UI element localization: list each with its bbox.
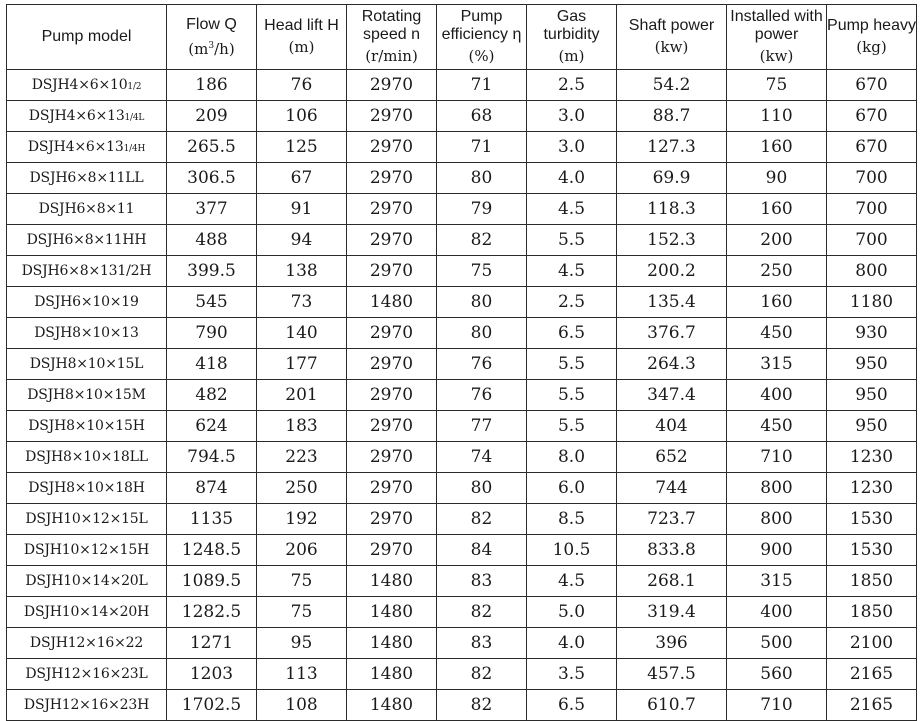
cell-pump-efficiency: 68 xyxy=(437,101,527,132)
cell-installed-power: 710 xyxy=(727,690,827,721)
cell-head-lift: 67 xyxy=(257,163,347,194)
cell-gas-turbidity: 3.0 xyxy=(527,101,617,132)
table-row xyxy=(7,535,917,566)
cell-pump-model xyxy=(7,566,167,597)
header-pump-model xyxy=(7,5,167,70)
cell-shaft-power: 457.5 xyxy=(617,659,727,690)
cell-gas-turbidity: 8.0 xyxy=(527,442,617,473)
cell-rotating-speed: 2970 xyxy=(347,70,437,101)
cell-shaft-power: 744 xyxy=(617,473,727,504)
model-text: DSJH8×10×13 xyxy=(34,325,139,341)
cell-rotating-speed: 2970 xyxy=(347,380,437,411)
cell-gas-turbidity: 5.0 xyxy=(527,597,617,628)
cell-pump-weight: 1180 xyxy=(827,287,917,318)
table-row xyxy=(7,287,917,318)
cell-installed-power: 560 xyxy=(727,659,827,690)
cell-shaft-power: 88.7 xyxy=(617,101,727,132)
table-row xyxy=(7,318,917,349)
cell-pump-model xyxy=(7,163,167,194)
cell-flow: 1135 xyxy=(167,504,257,535)
cell-gas-turbidity: 2.5 xyxy=(527,70,617,101)
cell-pump-efficiency: 80 xyxy=(437,473,527,504)
cell-pump-weight: 950 xyxy=(827,349,917,380)
header-head-lift xyxy=(257,5,347,70)
cell-pump-efficiency: 79 xyxy=(437,194,527,225)
header-row xyxy=(7,5,917,70)
table-row xyxy=(7,442,917,473)
table-row xyxy=(7,225,917,256)
cell-shaft-power: 152.3 xyxy=(617,225,727,256)
header-label: Pump efficiency η xyxy=(441,8,522,43)
cell-flow: 482 xyxy=(167,380,257,411)
cell-pump-efficiency: 71 xyxy=(437,132,527,163)
cell-head-lift: 113 xyxy=(257,659,347,690)
cell-flow: 1248.5 xyxy=(167,535,257,566)
cell-shaft-power: 396 xyxy=(617,628,727,659)
header-unit: $(m^3/h)$ xyxy=(188,39,235,58)
model-text: DSJH10×14×20L xyxy=(25,573,148,589)
cell-installed-power: 160 xyxy=(727,132,827,163)
cell-installed-power: 450 xyxy=(727,318,827,349)
cell-gas-turbidity: 10.5 xyxy=(527,535,617,566)
cell-gas-turbidity: 4.5 xyxy=(527,566,617,597)
header-unit: (kw) xyxy=(759,47,794,65)
cell-gas-turbidity: 5.5 xyxy=(527,225,617,256)
cell-pump-model xyxy=(7,132,167,163)
cell-installed-power: 400 xyxy=(727,380,827,411)
cell-pump-weight: 1850 xyxy=(827,566,917,597)
model-text: DSJH6×8×11HH xyxy=(26,232,147,248)
table-row xyxy=(7,690,917,721)
header-unit: (%) xyxy=(468,47,495,65)
header-pump-weight xyxy=(827,5,917,70)
cell-pump-model xyxy=(7,659,167,690)
cell-pump-efficiency: 82 xyxy=(437,225,527,256)
cell-gas-turbidity: 4.0 xyxy=(527,163,617,194)
cell-flow: 624 xyxy=(167,411,257,442)
cell-pump-weight: 670 xyxy=(827,70,917,101)
header-rotating-speed xyxy=(347,5,437,70)
table-body xyxy=(7,70,917,721)
cell-rotating-speed: 2970 xyxy=(347,163,437,194)
cell-installed-power: 250 xyxy=(727,256,827,287)
cell-pump-efficiency: 83 xyxy=(437,566,527,597)
model-text: DSJH12×16×22 xyxy=(29,635,144,651)
cell-pump-model xyxy=(7,628,167,659)
cell-shaft-power: 610.7 xyxy=(617,690,727,721)
cell-head-lift: 94 xyxy=(257,225,347,256)
header-flow xyxy=(167,5,257,70)
model-text: DSJH10×12×15H xyxy=(23,542,150,558)
cell-rotating-speed: 2970 xyxy=(347,442,437,473)
cell-rotating-speed: 1480 xyxy=(347,690,437,721)
pump-spec-table xyxy=(6,4,917,721)
cell-pump-weight: 2100 xyxy=(827,628,917,659)
cell-pump-efficiency: 83 xyxy=(437,628,527,659)
cell-pump-efficiency: 80 xyxy=(437,287,527,318)
cell-gas-turbidity: 4.5 xyxy=(527,256,617,287)
cell-installed-power: 75 xyxy=(727,70,827,101)
cell-pump-model xyxy=(7,101,167,132)
cell-head-lift: 206 xyxy=(257,535,347,566)
cell-installed-power: 500 xyxy=(727,628,827,659)
cell-flow: 1702.5 xyxy=(167,690,257,721)
cell-head-lift: 250 xyxy=(257,473,347,504)
cell-pump-model xyxy=(7,225,167,256)
cell-pump-model xyxy=(7,473,167,504)
table-row xyxy=(7,194,917,225)
cell-pump-weight: 1530 xyxy=(827,504,917,535)
header-label: Pump model xyxy=(41,28,132,45)
model-text: DSJH4×6×10 xyxy=(31,77,128,93)
model-text: DSJH10×14×20H xyxy=(23,604,150,620)
cell-rotating-speed: 2970 xyxy=(347,349,437,380)
model-text: DSJH8×10×15H xyxy=(28,418,145,434)
model-text: DSJH6×8×11 xyxy=(38,201,135,217)
cell-head-lift: 75 xyxy=(257,566,347,597)
cell-pump-model xyxy=(7,690,167,721)
table-row xyxy=(7,473,917,504)
cell-installed-power: 160 xyxy=(727,194,827,225)
table-row xyxy=(7,597,917,628)
header-label: Head lift H xyxy=(264,17,339,34)
cell-pump-weight: 2165 xyxy=(827,690,917,721)
cell-pump-weight: 670 xyxy=(827,132,917,163)
cell-pump-weight: 950 xyxy=(827,380,917,411)
cell-gas-turbidity: 2.5 xyxy=(527,287,617,318)
cell-pump-weight: 1850 xyxy=(827,597,917,628)
cell-pump-efficiency: 80 xyxy=(437,318,527,349)
cell-pump-weight: 2165 xyxy=(827,659,917,690)
cell-head-lift: 75 xyxy=(257,597,347,628)
cell-flow: 209 xyxy=(167,101,257,132)
cell-shaft-power: 268.1 xyxy=(617,566,727,597)
cell-shaft-power: 347.4 xyxy=(617,380,727,411)
cell-rotating-speed: 2970 xyxy=(347,256,437,287)
cell-pump-efficiency: 76 xyxy=(437,349,527,380)
cell-shaft-power: 264.3 xyxy=(617,349,727,380)
cell-pump-efficiency: 82 xyxy=(437,690,527,721)
cell-head-lift: 108 xyxy=(257,690,347,721)
model-text: DSJH6×10×19 xyxy=(34,294,139,310)
cell-rotating-speed: 2970 xyxy=(347,132,437,163)
cell-pump-weight: 700 xyxy=(827,194,917,225)
header-pump-efficiency xyxy=(437,5,527,70)
header-unit: (kg) xyxy=(856,38,887,56)
cell-shaft-power: 135.4 xyxy=(617,287,727,318)
header-shaft-power xyxy=(617,5,727,70)
cell-gas-turbidity: 3.5 xyxy=(527,659,617,690)
cell-head-lift: 201 xyxy=(257,380,347,411)
cell-gas-turbidity: 6.0 xyxy=(527,473,617,504)
model-text: DSJH8×10×18H xyxy=(28,480,145,496)
cell-flow: 1089.5 xyxy=(167,566,257,597)
cell-pump-model xyxy=(7,70,167,101)
table-row xyxy=(7,132,917,163)
cell-flow: 874 xyxy=(167,473,257,504)
cell-installed-power: 315 xyxy=(727,349,827,380)
table-row xyxy=(7,566,917,597)
cell-rotating-speed: 2970 xyxy=(347,504,437,535)
cell-flow: 545 xyxy=(167,287,257,318)
cell-flow: 1282.5 xyxy=(167,597,257,628)
cell-rotating-speed: 1480 xyxy=(347,597,437,628)
cell-installed-power: 400 xyxy=(727,597,827,628)
cell-installed-power: 110 xyxy=(727,101,827,132)
cell-installed-power: 315 xyxy=(727,566,827,597)
header-unit: (m) xyxy=(558,47,585,65)
cell-pump-weight: 700 xyxy=(827,163,917,194)
table-row xyxy=(7,70,917,101)
cell-head-lift: 73 xyxy=(257,287,347,318)
cell-rotating-speed: 2970 xyxy=(347,411,437,442)
cell-head-lift: 95 xyxy=(257,628,347,659)
cell-pump-model xyxy=(7,287,167,318)
cell-installed-power: 160 xyxy=(727,287,827,318)
cell-installed-power: 90 xyxy=(727,163,827,194)
cell-rotating-speed: 2970 xyxy=(347,535,437,566)
cell-pump-efficiency: 82 xyxy=(437,659,527,690)
cell-pump-model xyxy=(7,442,167,473)
cell-pump-efficiency: 71 xyxy=(437,70,527,101)
table-row xyxy=(7,628,917,659)
cell-pump-model xyxy=(7,318,167,349)
model-text: DSJH6×8×11LL xyxy=(29,170,144,186)
table-row xyxy=(7,349,917,380)
cell-pump-model xyxy=(7,194,167,225)
cell-gas-turbidity: 4.0 xyxy=(527,628,617,659)
model-text: DSJH12×16×23H xyxy=(23,697,150,713)
cell-head-lift: 177 xyxy=(257,349,347,380)
cell-pump-efficiency: 74 xyxy=(437,442,527,473)
cell-flow: 794.5 xyxy=(167,442,257,473)
cell-shaft-power: 127.3 xyxy=(617,132,727,163)
model-text: DSJH8×10×15M xyxy=(27,387,146,403)
cell-installed-power: 450 xyxy=(727,411,827,442)
table-row xyxy=(7,504,917,535)
cell-rotating-speed: 1480 xyxy=(347,287,437,318)
cell-head-lift: 223 xyxy=(257,442,347,473)
header-gas-turbidity xyxy=(527,5,617,70)
model-text: DSJH8×10×15L xyxy=(29,356,144,372)
cell-pump-model xyxy=(7,535,167,566)
cell-pump-efficiency: 76 xyxy=(437,380,527,411)
cell-shaft-power: 833.8 xyxy=(617,535,727,566)
cell-head-lift: 192 xyxy=(257,504,347,535)
cell-head-lift: 183 xyxy=(257,411,347,442)
cell-shaft-power: 404 xyxy=(617,411,727,442)
header-label: Flow Q xyxy=(186,15,237,33)
cell-flow: 418 xyxy=(167,349,257,380)
cell-head-lift: 91 xyxy=(257,194,347,225)
cell-pump-weight: 950 xyxy=(827,411,917,442)
cell-shaft-power: 54.2 xyxy=(617,70,727,101)
cell-installed-power: 800 xyxy=(727,473,827,504)
model-subscript: 1/2 xyxy=(127,82,142,92)
header-installed-power xyxy=(727,5,827,70)
header-unit: (r/min) xyxy=(365,47,418,65)
cell-pump-model xyxy=(7,256,167,287)
cell-shaft-power: 723.7 xyxy=(617,504,727,535)
cell-head-lift: 106 xyxy=(257,101,347,132)
cell-pump-weight: 700 xyxy=(827,225,917,256)
cell-flow: 186 xyxy=(167,70,257,101)
model-text: DSJH8×10×18LL xyxy=(25,449,148,465)
model-text: DSJH4×6×13 xyxy=(28,108,125,124)
cell-head-lift: 76 xyxy=(257,70,347,101)
cell-flow: 377 xyxy=(167,194,257,225)
cell-rotating-speed: 2970 xyxy=(347,318,437,349)
cell-pump-model xyxy=(7,411,167,442)
cell-gas-turbidity: 5.5 xyxy=(527,411,617,442)
cell-pump-weight: 930 xyxy=(827,318,917,349)
cell-pump-weight: 1230 xyxy=(827,473,917,504)
model-text: DSJH10×12×15L xyxy=(25,511,148,527)
cell-rotating-speed: 1480 xyxy=(347,628,437,659)
cell-flow: 790 xyxy=(167,318,257,349)
model-subscript: 1/4H xyxy=(123,144,146,154)
header-label: Installed with power xyxy=(730,8,823,43)
header-unit: (m) xyxy=(288,38,315,56)
cell-pump-weight: 1230 xyxy=(827,442,917,473)
cell-shaft-power: 200.2 xyxy=(617,256,727,287)
model-text: DSJH6×8×131/2H xyxy=(21,263,152,279)
cell-flow: 1271 xyxy=(167,628,257,659)
cell-flow: 306.5 xyxy=(167,163,257,194)
cell-head-lift: 125 xyxy=(257,132,347,163)
cell-rotating-speed: 1480 xyxy=(347,659,437,690)
header-label: Rotating speed n xyxy=(361,8,422,43)
cell-pump-efficiency: 80 xyxy=(437,163,527,194)
cell-installed-power: 710 xyxy=(727,442,827,473)
table-row xyxy=(7,163,917,194)
cell-rotating-speed: 1480 xyxy=(347,566,437,597)
cell-pump-efficiency: 77 xyxy=(437,411,527,442)
table-row xyxy=(7,659,917,690)
cell-pump-efficiency: 82 xyxy=(437,504,527,535)
cell-pump-model xyxy=(7,597,167,628)
cell-pump-efficiency: 84 xyxy=(437,535,527,566)
cell-pump-efficiency: 75 xyxy=(437,256,527,287)
cell-flow: 399.5 xyxy=(167,256,257,287)
cell-gas-turbidity: 4.5 xyxy=(527,194,617,225)
cell-rotating-speed: 2970 xyxy=(347,194,437,225)
model-text: DSJH4×6×13 xyxy=(27,139,124,155)
cell-pump-model xyxy=(7,504,167,535)
cell-head-lift: 140 xyxy=(257,318,347,349)
cell-rotating-speed: 2970 xyxy=(347,101,437,132)
cell-flow: 265.5 xyxy=(167,132,257,163)
cell-shaft-power: 69.9 xyxy=(617,163,727,194)
cell-shaft-power: 376.7 xyxy=(617,318,727,349)
header-label: Pump heavy xyxy=(827,17,916,34)
cell-head-lift: 138 xyxy=(257,256,347,287)
model-text: DSJH12×16×23L xyxy=(25,666,148,682)
header-label: Gas turbidity xyxy=(543,8,600,43)
cell-installed-power: 200 xyxy=(727,225,827,256)
cell-pump-weight: 670 xyxy=(827,101,917,132)
cell-shaft-power: 319.4 xyxy=(617,597,727,628)
header-label: Shaft power xyxy=(628,17,715,34)
cell-installed-power: 900 xyxy=(727,535,827,566)
cell-pump-weight: 800 xyxy=(827,256,917,287)
cell-gas-turbidity: 5.5 xyxy=(527,380,617,411)
cell-rotating-speed: 2970 xyxy=(347,473,437,504)
table-row xyxy=(7,411,917,442)
cell-flow: 1203 xyxy=(167,659,257,690)
cell-installed-power: 800 xyxy=(727,504,827,535)
cell-pump-weight: 1530 xyxy=(827,535,917,566)
cell-gas-turbidity: 3.0 xyxy=(527,132,617,163)
table-row xyxy=(7,256,917,287)
table-row xyxy=(7,380,917,411)
model-subscript: 1/4L xyxy=(124,113,145,123)
table-row xyxy=(7,101,917,132)
cell-gas-turbidity: 6.5 xyxy=(527,690,617,721)
cell-pump-model xyxy=(7,380,167,411)
cell-flow: 488 xyxy=(167,225,257,256)
cell-shaft-power: 652 xyxy=(617,442,727,473)
cell-pump-model xyxy=(7,349,167,380)
cell-gas-turbidity: 5.5 xyxy=(527,349,617,380)
cell-rotating-speed: 2970 xyxy=(347,225,437,256)
cell-gas-turbidity: 6.5 xyxy=(527,318,617,349)
header-unit: (kw) xyxy=(654,38,689,56)
cell-gas-turbidity: 8.5 xyxy=(527,504,617,535)
cell-shaft-power: 118.3 xyxy=(617,194,727,225)
cell-pump-efficiency: 82 xyxy=(437,597,527,628)
